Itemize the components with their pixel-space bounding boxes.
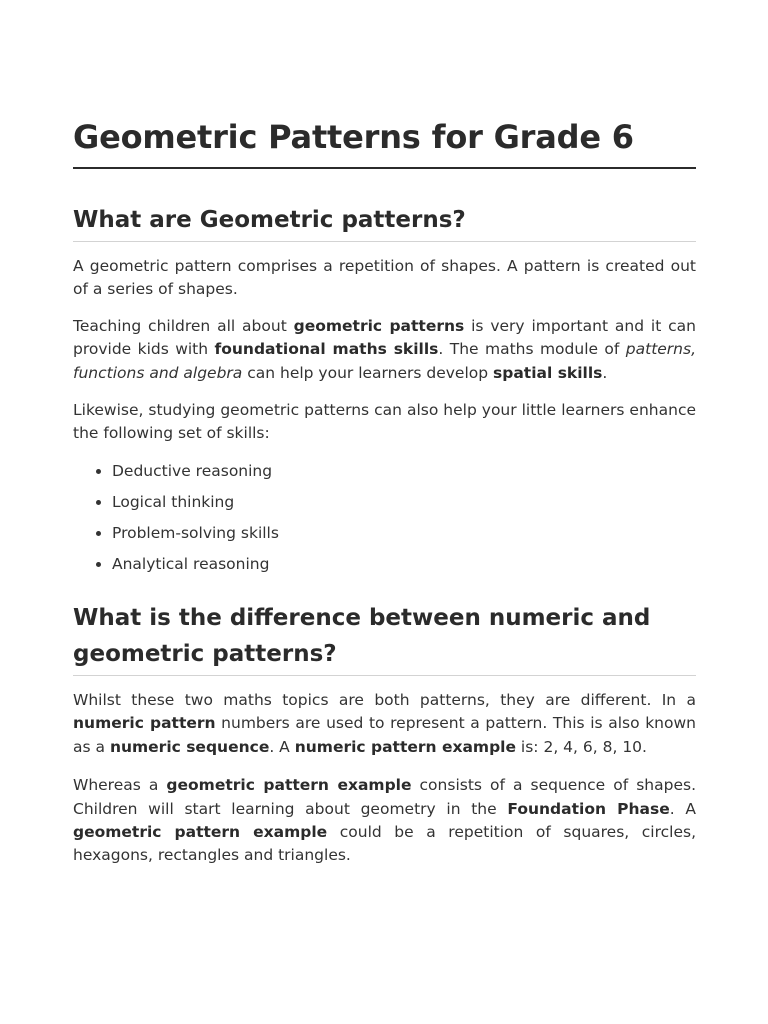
italic-term: patterns, functions and algebra <box>73 340 697 382</box>
bold-term: numeric pattern example <box>294 737 516 756</box>
title-divider <box>73 167 696 169</box>
text-run: Teaching children all about <box>73 316 294 335</box>
text-run: . The maths module of <box>438 340 626 359</box>
bold-term: geometric patterns <box>293 316 465 335</box>
list-item: • Logical thinking <box>112 491 696 514</box>
text-run: Whereas a <box>73 776 167 795</box>
text-run: can help your learners develop <box>242 363 494 382</box>
bold-term: foundational maths skills <box>214 340 439 359</box>
section-numeric-vs-geometric <box>73 600 696 868</box>
bold-term: geometric pattern example <box>73 823 328 841</box>
text-run: is very important and it can provide kids with <box>73 316 696 359</box>
text-run: could be a repetition of squares, circles, hexagons, rectangles and triangles. <box>73 823 697 865</box>
bold-term: numeric pattern <box>73 714 216 733</box>
paragraph-teaching <box>73 315 696 385</box>
skills-list <box>73 460 696 576</box>
text-run: consists of a sequence of shapes. Children will start learning about geometry in the <box>73 776 696 818</box>
paragraph-skills-intro: Likewise, studying geometric patterns can also help your little learners enhance the following set of skills: <box>73 401 696 443</box>
text-run: . A <box>269 737 295 756</box>
paragraph-definition: A geometric pattern comprises a repetition of shapes. A pattern is created out of a series of shapes. <box>73 257 696 299</box>
heading-divider <box>73 675 696 676</box>
bold-term: geometric pattern example <box>166 776 412 795</box>
bold-term: Foundation Phase <box>507 799 670 818</box>
text-run: . <box>602 363 608 382</box>
text-run: . A <box>669 799 696 818</box>
heading-divider <box>73 241 696 242</box>
bold-term: numeric sequence <box>109 737 270 756</box>
text-run: Whilst these two maths topics are both patterns, they are different. In a <box>73 690 696 709</box>
text-run: numbers are used to represent a pattern. This is also known as a <box>73 714 696 756</box>
text-run: is: 2, 4, 6, 8, 10. <box>516 737 647 756</box>
list-item: • Problem-solving skills <box>112 522 696 545</box>
list-item: • Deductive reasoning <box>112 460 696 483</box>
section-heading: What is the difference between numeric and geometric patterns? <box>73 604 651 667</box>
paragraph-numeric-pattern <box>73 689 696 759</box>
section-heading: What are Geometric patterns? <box>73 207 466 233</box>
section-what-are-geometric-patterns <box>73 202 696 576</box>
list-item: • Analytical reasoning <box>112 553 696 576</box>
bold-term: spatial skills <box>493 363 603 382</box>
page-title: Geometric Patterns for Grade 6 <box>73 118 634 156</box>
paragraph-geometric-example <box>73 774 696 868</box>
